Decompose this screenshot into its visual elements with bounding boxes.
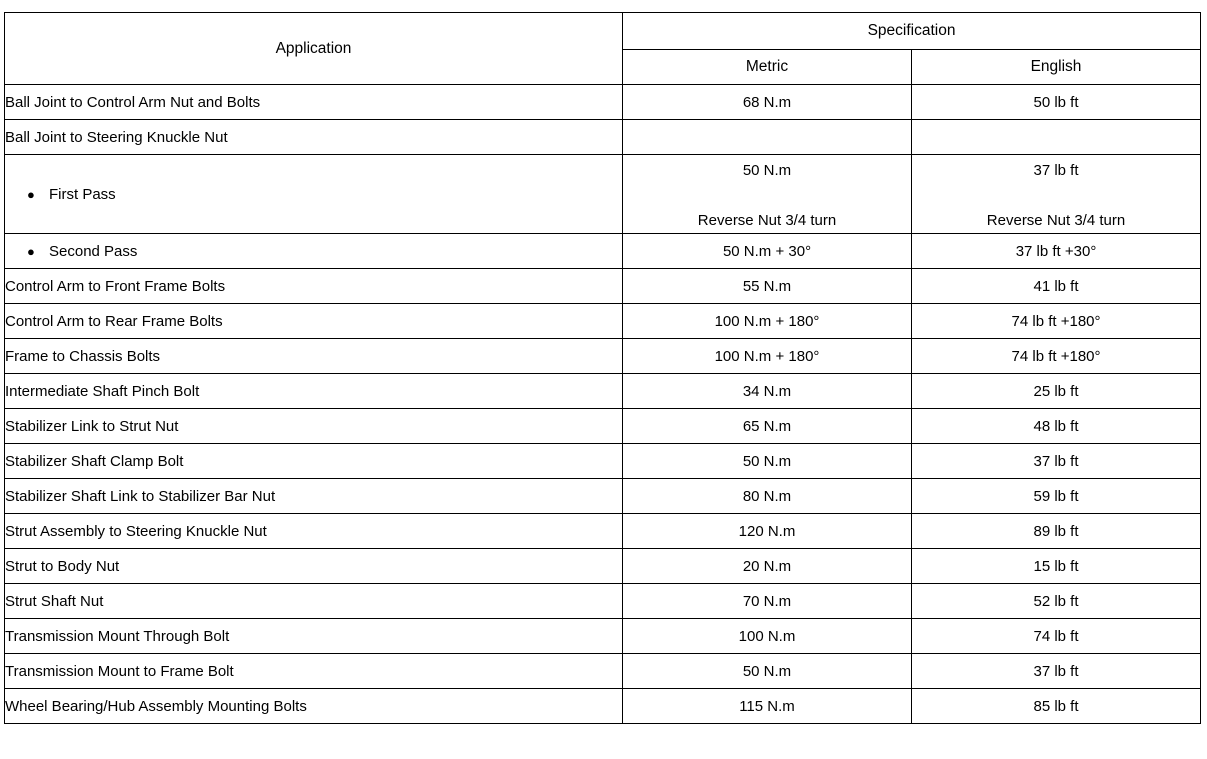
row-application: Strut Shaft Nut [5, 584, 623, 619]
row-metric: 50 N.m + 30° [623, 234, 912, 269]
row-metric: 68 N.m [623, 85, 912, 120]
row-english: 74 lb ft [912, 619, 1201, 654]
row-metric: 100 N.m [623, 619, 912, 654]
row-application: Control Arm to Front Frame Bolts [5, 269, 623, 304]
table-row [5, 584, 1201, 619]
row-application-label: Second Pass [49, 242, 138, 260]
table-row [5, 654, 1201, 689]
header-application: Application [5, 13, 623, 85]
row-application: Transmission Mount Through Bolt [5, 619, 623, 654]
row-english: 48 lb ft [912, 409, 1201, 444]
row-english-line2: Reverse Nut 3/4 turn [986, 212, 1126, 229]
row-english: 85 lb ft [912, 689, 1201, 724]
row-english: 15 lb ft [912, 549, 1201, 584]
table-row [5, 479, 1201, 514]
row-application: Strut to Body Nut [5, 549, 623, 584]
table-row [5, 444, 1201, 479]
header-english: English [912, 50, 1201, 85]
table-row [5, 269, 1201, 304]
row-metric: 65 N.m [623, 409, 912, 444]
fastener-specification-table [4, 12, 1201, 724]
row-english: 37 lb ft +30° [912, 234, 1201, 269]
table-row [5, 339, 1201, 374]
row-application [5, 234, 623, 269]
table-row [5, 409, 1201, 444]
row-english: 37 lb ft [912, 444, 1201, 479]
row-metric: 50 N.m [623, 444, 912, 479]
row-metric: 20 N.m [623, 549, 912, 584]
header-metric: Metric [623, 50, 912, 85]
table-row [5, 85, 1201, 120]
row-application: Transmission Mount to Frame Bolt [5, 654, 623, 689]
row-english: 37 lb ft [912, 654, 1201, 689]
bullet-icon: ● [27, 243, 35, 259]
row-english: 74 lb ft +180° [912, 304, 1201, 339]
table-row [5, 619, 1201, 654]
row-english: 59 lb ft [912, 479, 1201, 514]
row-application: Intermediate Shaft Pinch Bolt [5, 374, 623, 409]
row-application: Stabilizer Link to Strut Nut [5, 409, 623, 444]
row-english: 50 lb ft [912, 85, 1201, 120]
row-metric [623, 155, 912, 234]
row-english: 52 lb ft [912, 584, 1201, 619]
table-row-section [5, 120, 1201, 155]
row-application: Stabilizer Shaft Link to Stabilizer Bar Nut [5, 479, 623, 514]
row-application: Frame to Chassis Bolts [5, 339, 623, 374]
row-metric: 50 N.m [623, 654, 912, 689]
row-application: Ball Joint to Steering Knuckle Nut [5, 120, 623, 155]
row-english-line1: 37 lb ft [1033, 162, 1079, 179]
row-metric-empty [623, 120, 912, 155]
row-metric-line1: 50 N.m [742, 162, 792, 179]
row-metric: 55 N.m [623, 269, 912, 304]
row-application: Strut Assembly to Steering Knuckle Nut [5, 514, 623, 549]
row-metric: 100 N.m + 180° [623, 339, 912, 374]
table-row [5, 689, 1201, 724]
row-english: 41 lb ft [912, 269, 1201, 304]
row-application [5, 155, 623, 234]
row-metric: 34 N.m [623, 374, 912, 409]
row-metric: 115 N.m [623, 689, 912, 724]
table-row [5, 374, 1201, 409]
table-row-first-pass [5, 155, 1201, 234]
row-metric: 80 N.m [623, 479, 912, 514]
row-application: Wheel Bearing/Hub Assembly Mounting Bolts [5, 689, 623, 724]
row-application: Control Arm to Rear Frame Bolts [5, 304, 623, 339]
row-english [912, 155, 1201, 234]
table-header-row-top [5, 13, 1201, 50]
row-application: Stabilizer Shaft Clamp Bolt [5, 444, 623, 479]
row-metric-line2: Reverse Nut 3/4 turn [697, 212, 837, 229]
row-english-empty [912, 120, 1201, 155]
table-row [5, 514, 1201, 549]
table-row [5, 549, 1201, 584]
row-metric: 100 N.m + 180° [623, 304, 912, 339]
row-english: 74 lb ft +180° [912, 339, 1201, 374]
row-english: 25 lb ft [912, 374, 1201, 409]
row-application-label: First Pass [49, 185, 116, 203]
row-english: 89 lb ft [912, 514, 1201, 549]
table-row [5, 304, 1201, 339]
row-metric: 120 N.m [623, 514, 912, 549]
bullet-icon: ● [27, 186, 35, 202]
row-application: Ball Joint to Control Arm Nut and Bolts [5, 85, 623, 120]
header-specification: Specification [623, 13, 1201, 50]
row-metric: 70 N.m [623, 584, 912, 619]
table-row-second-pass [5, 234, 1201, 269]
